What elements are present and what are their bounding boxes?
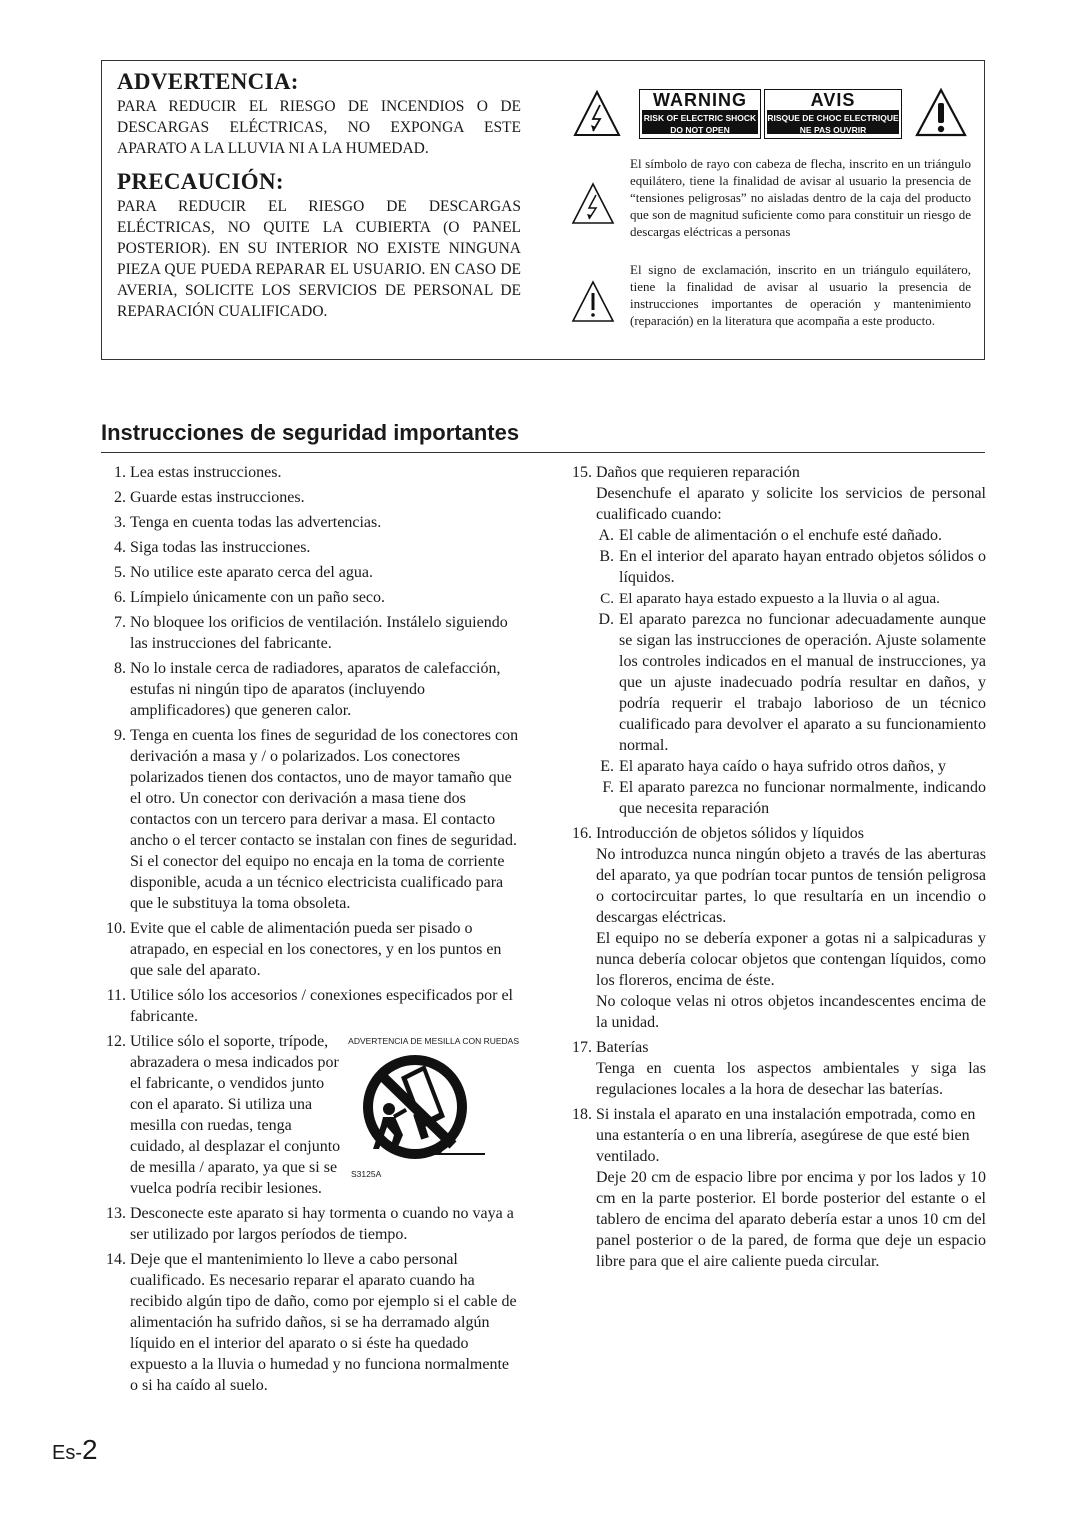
item-number: 15. xyxy=(572,464,592,481)
avis-label-sub1: RISQUE DE CHOC ELECTRIQUE xyxy=(767,113,899,123)
item-number: 11. xyxy=(106,987,126,1004)
item-number: 17. xyxy=(572,1039,592,1056)
precaucion-text: PARA REDUCIR EL RIESGO DE DESCARGAS ELÉCTRICAS, NO QUITE LA CUBIERTA (O PANEL POSTERIOR). EN SU INTERIOR NO EXISTE NINGUNA PIEZA QUE PUEDA REPARAR EL USUARIO. EN CASO DE AVERIA, SOLICITE LOS SERVICIOS DE PERSONAL DE REPARACIÓN CUALIFICADO. xyxy=(117,198,521,320)
avis-label-sub xyxy=(767,110,899,134)
item-number: 7. xyxy=(114,614,126,631)
lightning-triangle-icon-small xyxy=(570,181,616,227)
item-title: Baterías xyxy=(596,1039,649,1056)
advertencia-title: ADVERTENCIA: xyxy=(117,69,299,94)
list-item xyxy=(101,1249,519,1396)
page-number xyxy=(52,1434,98,1466)
sub-text: En el interior del aparato hayan entrado objetos sólidos o líquidos. xyxy=(619,548,986,586)
section-title: Instrucciones de seguridad importantes xyxy=(101,420,520,445)
sub-letter: A. xyxy=(598,527,614,544)
item-text: Evite que el cable de alimentación pueda ser pisado o atrapado, en especial en los conectores, y en los puntos en que sale del aparato. xyxy=(130,920,502,979)
item-text: Desconecte este aparato si hay tormenta o cuando no vaya a ser utilizado por largos períodos de tiempo. xyxy=(130,1205,514,1243)
list-item xyxy=(101,918,519,981)
avis-label-head: AVIS xyxy=(810,90,856,110)
sub-text: El aparato haya estado expuesto a la lluvia o al agua. xyxy=(619,590,940,607)
list-item xyxy=(564,462,986,819)
precaucion-title: PRECAUCIÓN: xyxy=(117,169,284,194)
sub-item xyxy=(596,609,986,756)
cart-caption: ADVERTENCIA DE MESILLA CON RUEDAS xyxy=(348,1036,519,1046)
sub-list xyxy=(596,525,986,819)
avis-label-sub2: NE PAS OUVRIR xyxy=(799,125,867,135)
item-number: 13. xyxy=(106,1205,126,1222)
lightning-triangle-icon xyxy=(572,89,622,139)
sub-letter: E. xyxy=(600,758,614,775)
sub-text: El aparato parezca no funcionar adecuadamente aunque se sigan las instrucciones de operación. Ajuste solamente los controles indicados en el manual de instrucciones, ya que un ajuste inadecuado podría resultar en daños, y podría requerir el trabajo laborioso de un técnico cualificado para devolver el aparato a su funcionamiento normal. xyxy=(619,611,986,754)
page-number-value: 2 xyxy=(82,1434,98,1465)
warning-label-head: WARNING xyxy=(653,90,747,110)
item-number: 2. xyxy=(114,489,126,506)
list-item xyxy=(101,725,519,914)
item-text: Tenga en cuenta los fines de seguridad de los conectores con derivación a masa y / o polarizados. Los conectores polarizados tienen dos contactos, uno de mayor tamaño que el otro. Un conector con derivación a masa tiene dos contactos con un tercero para derivar a masa. El contacto ancho o el tercer contacto se instalan con fines de seguridad. Si el conector del equipo no encaja en la toma de corriente disponible, acuda a un técnico electricista cualificado para que le substituya la toma obsoleta. xyxy=(130,727,519,912)
sub-text: El aparato parezca no funcionar normalmente, indicando que necesita reparación xyxy=(619,779,986,817)
item-title: Daños que requieren reparación xyxy=(596,464,800,481)
sub-letter: B. xyxy=(599,548,614,565)
warning-label xyxy=(639,89,761,139)
avis-label xyxy=(764,89,902,139)
page-prefix: Es- xyxy=(52,1442,82,1464)
list-item xyxy=(101,612,519,654)
cart-tipover-icon xyxy=(357,1051,489,1167)
sub-letter: D. xyxy=(598,611,614,628)
item-text: Utilice sólo el soporte, trípode, abrazadera o mesa indicados por el fabricante, o vendidos junto con el aparato. Si utiliza una mesilla con ruedas, tenga cuidado, al desplazar el conjunto de mesilla / aparato, ya que si se vuelca podría recibir lesiones. xyxy=(130,1033,341,1197)
item-number: 18. xyxy=(572,1106,592,1123)
sub-letter: F. xyxy=(602,779,614,796)
safety-list-right xyxy=(564,462,986,1276)
lightning-symbol-text: El símbolo de rayo con cabeza de flecha, inscrito en un triángulo equilátero, tiene la finalidad de avisar al usuario la presencia de “tensiones peligrosas” no aisladas dentro de la caja del producto que son de magnitud suficiente como para constituir un riesgo de descargas eléctricas a personas xyxy=(630,156,971,239)
item-number: 6. xyxy=(114,589,126,606)
section-rule xyxy=(101,452,985,453)
item-text: No lo instale cerca de radiadores, aparatos de calefacción, estufas ni ningún tipo de aparatos (incluyendo amplificadores) que generen calor. xyxy=(130,660,501,719)
list-item xyxy=(101,658,519,721)
sub-item xyxy=(596,525,986,546)
cart-code: S3125A xyxy=(351,1169,382,1179)
item-number: 4. xyxy=(114,539,126,556)
item-paragraph: Deje 20 cm de espacio libre por encima y por los lados y 10 cm en la parte posterior. El borde posterior del estante o el tablero de encima del aparato debería estar a unos 10 cm del panel posterior o de la pared, de forma que deje un espacio libre para que el aire caliente pueda circular. xyxy=(596,1169,986,1270)
item-title: Introducción de objetos sólidos y líquidos xyxy=(596,825,864,842)
sub-letter: C. xyxy=(600,590,614,607)
item-number: 5. xyxy=(114,564,126,581)
warning-label-sub1: RISK OF ELECTRIC SHOCK xyxy=(643,113,757,123)
list-item xyxy=(101,512,519,533)
item-paragraph: El equipo no se debería exponer a gotas ni a salpicaduras y nunca debería colocar objetos que contengan líquidos, como los floreros, encima de éste. xyxy=(596,930,986,989)
list-item xyxy=(564,1037,986,1100)
sub-item xyxy=(596,546,986,588)
sub-item xyxy=(596,756,986,777)
item-number: 8. xyxy=(114,660,126,677)
exclamation-triangle-icon xyxy=(914,87,968,139)
list-item xyxy=(101,462,519,483)
item-number: 3. xyxy=(114,514,126,531)
sub-item xyxy=(596,777,986,819)
item-number: 10. xyxy=(106,920,126,937)
item-text: Siga todas las instrucciones. xyxy=(130,539,311,556)
exclamation-triangle-icon-small xyxy=(570,279,616,325)
list-item xyxy=(101,537,519,558)
item-text: Límpielo únicamente con un paño seco. xyxy=(130,589,386,606)
item-number: 1. xyxy=(114,464,126,481)
item-text: Tenga en cuenta todas las advertencias. xyxy=(130,514,382,531)
list-item xyxy=(101,985,519,1027)
item-paragraph: No coloque velas ni otros objetos incandescentes encima de la unidad. xyxy=(596,993,986,1031)
cart-warning-figure xyxy=(347,1031,519,1187)
advertencia-text: PARA REDUCIR EL RIESGO DE INCENDIOS O DE DESCARGAS ELÉCTRICAS, NO EXPONGA ESTE APARATO A LA LLUVIA NI A LA HUMEDAD. xyxy=(117,98,521,157)
list-item xyxy=(101,1031,519,1199)
item-number: 12. xyxy=(106,1033,126,1050)
item-text: Lea estas instrucciones. xyxy=(130,464,282,481)
item-text: No utilice este aparato cerca del agua. xyxy=(130,564,373,581)
item-text: Utilice sólo los accesorios / conexiones especificados por el fabricante. xyxy=(130,987,513,1025)
warning-label-sub xyxy=(642,110,758,134)
item-text: Guarde estas instrucciones. xyxy=(130,489,305,506)
item-paragraph: Tenga en cuenta los aspectos ambientales y siga las regulaciones locales a la hora de desechar las baterías. xyxy=(596,1060,986,1098)
sub-item xyxy=(596,588,986,609)
item-intro: Desenchufe el aparato y solicite los servicios de personal cualificado cuando: xyxy=(596,485,986,523)
item-text: Deje que el mantenimiento lo lleve a cabo personal cualificado. Es necesario reparar el aparato cuando ha recibido algún tipo de daño, como por ejemplo si el cable de alimentación ha sufrido daños, si se ha derramado algún líquido en el interior del aparato o si éste ha quedado expuesto a la lluvia o humedad y no funciona normalmente o si ha caído al suelo. xyxy=(130,1251,517,1394)
list-item xyxy=(564,823,986,1033)
exclamation-symbol-text: El signo de exclamación, inscrito en un triángulo equilátero, tiene la finalidad de avisar al usuario la presencia de instrucciones importantes de operación y mantenimiento (reparación) en la literatura que acompaña a este producto. xyxy=(630,262,971,328)
list-item xyxy=(101,587,519,608)
list-item xyxy=(564,1104,986,1272)
list-item xyxy=(101,562,519,583)
item-text: No bloquee los orificios de ventilación. Instálelo siguiendo las instrucciones del fabricante. xyxy=(130,614,508,652)
safety-list-left xyxy=(101,462,519,1400)
item-number: 16. xyxy=(572,825,592,842)
sub-text: El aparato haya caído o haya sufrido otros daños, y xyxy=(619,758,947,775)
item-number: 14. xyxy=(106,1251,126,1268)
list-item xyxy=(101,487,519,508)
item-title: Si instala el aparato en una instalación empotrada, como en una estantería o en una librería, asegúrese de que esté bien ventilado. xyxy=(596,1106,976,1165)
warning-box xyxy=(101,60,985,360)
item-paragraph: No introduzca nunca ningún objeto a través de las aberturas del aparato, ya que podrían tocar puntos de tensión peligrosa o cortocircuitar partes, lo que resultaría en un incendio o descargas eléctricas. xyxy=(596,846,986,926)
warning-label-sub2: DO NOT OPEN xyxy=(670,125,730,135)
list-item xyxy=(101,1203,519,1245)
sub-text: El cable de alimentación o el enchufe esté dañado. xyxy=(619,527,942,544)
item-number: 9. xyxy=(114,727,126,744)
